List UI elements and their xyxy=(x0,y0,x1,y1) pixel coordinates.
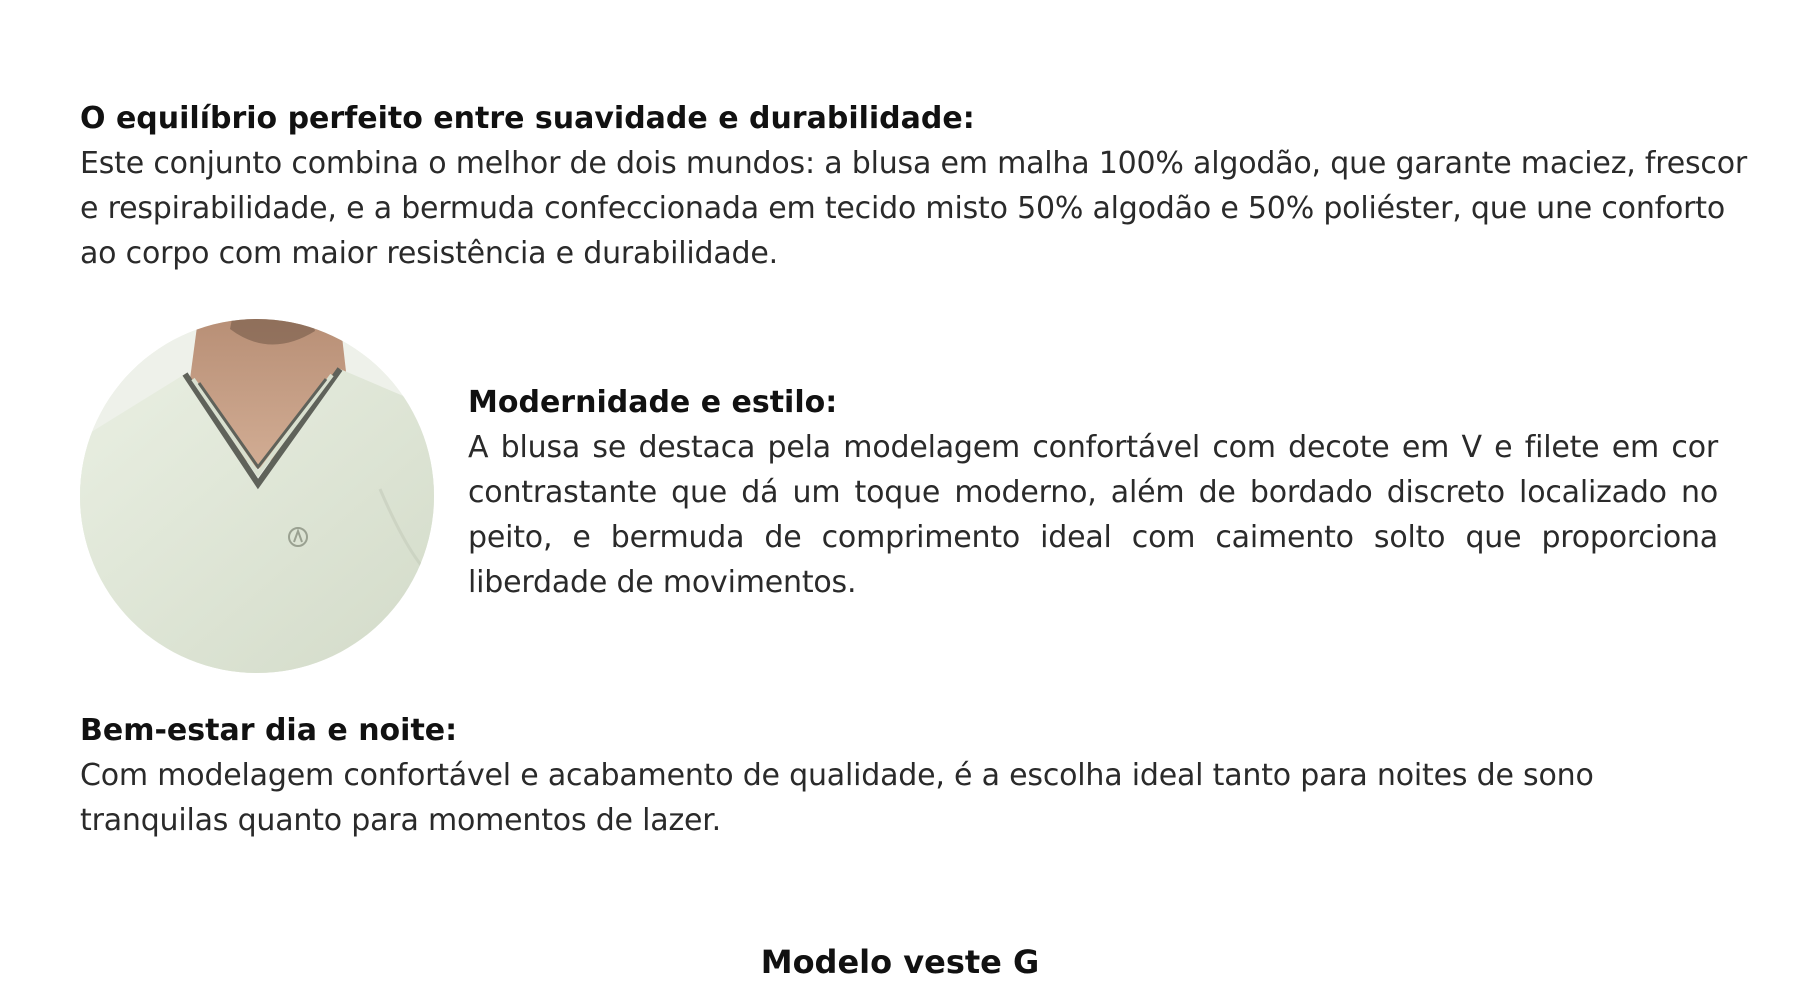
product-photo-vneck-shirt xyxy=(80,319,434,673)
section-title: Modernidade e estilo: xyxy=(468,385,838,420)
section-softness-durability xyxy=(80,97,1760,276)
section-wellbeing xyxy=(80,709,1680,843)
section-modern-style xyxy=(468,381,1718,605)
section-title: O equilíbrio perfeito entre suavidade e durabilidade: xyxy=(80,101,975,136)
section-description: Com modelagem confortável e acabamento de qualidade, é a escolha ideal tanto para noites de sono tranquilas quanto para momentos de lazer. xyxy=(80,758,1594,838)
section-title: Bem-estar dia e noite: xyxy=(80,713,458,748)
model-size-note: Modelo veste G xyxy=(760,943,1040,981)
shirt-illustration xyxy=(80,319,434,673)
section-description: Este conjunto combina o melhor de dois mundos: a blusa em malha 100% algodão, que garante maciez, frescor e respirabilidade, e a bermuda confeccionada em tecido misto 50% algodão e 50% poliéster, que une conforto ao corpo com maior resistência e durabilidade. xyxy=(80,146,1748,271)
section-description: A blusa se destaca pela modelagem confortável com decote em V e filete em cor contrastante que dá um toque moderno, além de bordado discreto localizado no peito, e bermuda de comprimento ideal com caimento solto que proporciona liberdade de movimentos. xyxy=(468,430,1718,600)
